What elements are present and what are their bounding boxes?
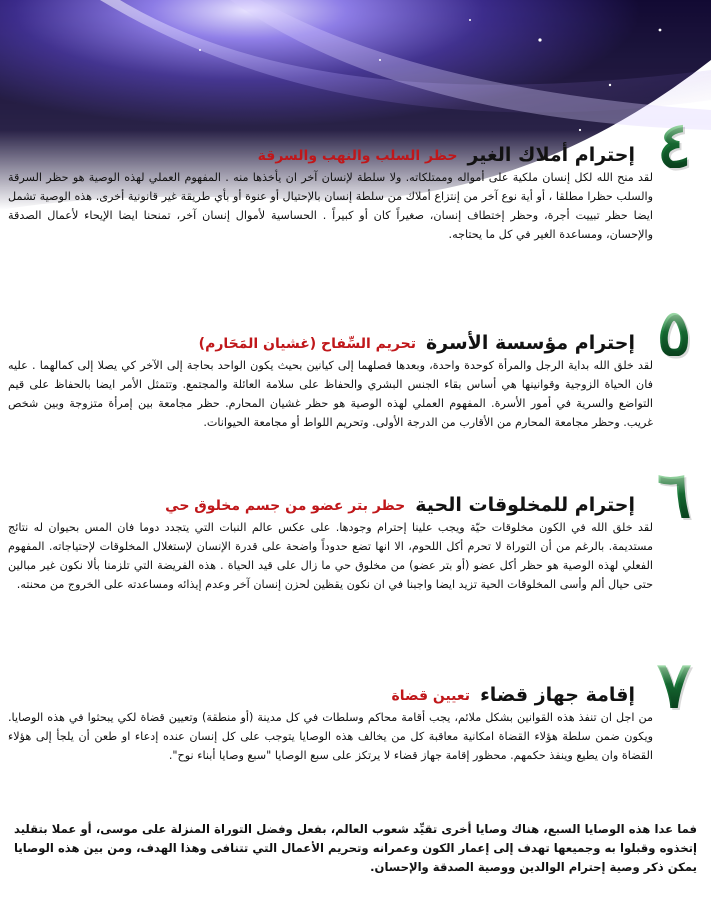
section-body: لقد خلق الله بداية الرجل والمرأة كوحدة واحدة، وبعدها فصلهما إلى كيانين بحيث يكون الواحد بحاجة إلى الآخر كي يصلا إلى كمالهما . عليه فان الحياة الزوجية وقوانينها هي أساس بقاء الجنس البشري والحفاظ على سلامة العائلة والمجتمع. وتتمثل الأمر ايضا بالحفاظ على قيم التواضع والسرية في أمور الأسرة. المفهوم العملي لهذه الوصية هو حظر غشيان المحارم. حظر مجامعة بين إمرأة متزوجة وبين شخص غريب. وحظر مجامعة المحارم من الأقارب من الدرجة الأولى. وتحريم اللواط أو مجامعة الحيوانات. [8, 359, 653, 429]
closing-paragraph: فما عدا هذه الوصايا السبع، هناك وصايا أخرى تقيِّد شعوب العالم، بفعل وفضل التوراة المنزلة على موسى، أو عملا بتقليد إتخذوه وقبلوا به وجميعها تهدف إلى إعمار الكون وعمرانه وتحريم الأعمال التي تتنافى وهذا الهدف، ومن بين هذه الوصايا يمكن ذكر وصية إحترام الوالدين ووصية الصدقة والإحسان. [14, 822, 697, 874]
section-title: إحترام مؤسسة الأسرة [425, 332, 635, 354]
section-subtitle: تحريم السِّفاح (غشيان المَحَارم) [198, 336, 416, 352]
section-body: لقد خلق الله في الكون مخلوقات حيّة ويجب علينا إحترام وجودها. على عكس عالم النبات التي يتجدد دوما فان المس بحيوان له نتائج مستديمة. بالرغم من أن التوراة لا تحرم أكل اللحوم، الا انها تضع حدوداً واضحة على قدرة الإنسان لإستغلال المخلوقات لإحتياجاته. المفهوم الفعلي لهذه الوصية هو حظر أكل عضو (أو بتر عضو) من مخلوق حي ما زال على قيد الحياة . هذه الفريضة التي تلزمنا بألا نكون غير مبالين حتى حيال ألم وأسى المخلوقات الحية تزيد ايضا واجبنا في ان نكون يقظين لحزن إنسان آخر وعدم إيذائه ومساعدته على الخروج من محنته. [8, 521, 653, 591]
section-subtitle: تعيين قضاة [391, 688, 471, 704]
section-body: من اجل ان تنفذ هذه القوانين بشكل ملائم، يجب أقامة محاكم وسلطات في كل مدينة (أو منطقة) وتعيين قضاة لكي يبحثوا في هذه الوصايا. ويكون ضمن سلطة هؤلاء القضاة امكانية معاقبة كل من يخالف هذه الوصايا يتوجب على كل إنسان عنده إدعاء او طعن أن يلجأ إلى هؤلاء القضاة وان يطيع وينفذ حكمهم. محظور إقامة جهاز قضاء لا يرتكز على سبع الوصايا "سبع وصايا أبناء نوح". [8, 711, 653, 762]
section-title: إحترام أملاك الغير [467, 144, 635, 166]
section-header [8, 458, 703, 533]
section-title: إقامة جهاز قضاء [480, 684, 635, 706]
section-subtitle: حظر بتر عضو من جسم مخلوق حي [165, 498, 406, 514]
section-7 [8, 648, 703, 765]
section-header [8, 648, 703, 723]
section-6 [8, 458, 703, 594]
section-title: إحترام للمخلوقات الحية [415, 494, 635, 516]
section-4 [8, 108, 703, 244]
section-number: ٧ [645, 664, 703, 708]
section-subtitle: حظر السلب والنهب والسرقة [257, 148, 458, 164]
section-header [8, 296, 703, 371]
section-number: ٤ [645, 124, 703, 168]
section-number: ٥ [645, 312, 703, 356]
section-number: ٦ [645, 474, 703, 518]
section-body: لقد منح الله لكل إنسان ملكية على أمواله وممتلكاته. ولا سلطة لإنسان آخر ان يأخذها منه . المفهوم العملي لهذه الوصية هو حظر السرقة والسلب حظرا مطلقا ، أو أية نوع آخر من إنتزاع أملاك من سلطة إنسان بالإحتيال أو عنوة أو بأي طريقة غير قانونية أخرى. هذه الوصية تشمل ايضا حظر تبييت أجرة، وحظر إختطاف إنسان، صغيراً كان أو كبيراً . الحساسية لأموال إنسان آخر، تمنحنا ايضا الإيحاء لأعمال الصدقة والإحسان، ومساعدة الغير في كل ما يحتاجه. [8, 171, 653, 241]
section-5 [8, 296, 703, 432]
section-header [8, 108, 703, 183]
